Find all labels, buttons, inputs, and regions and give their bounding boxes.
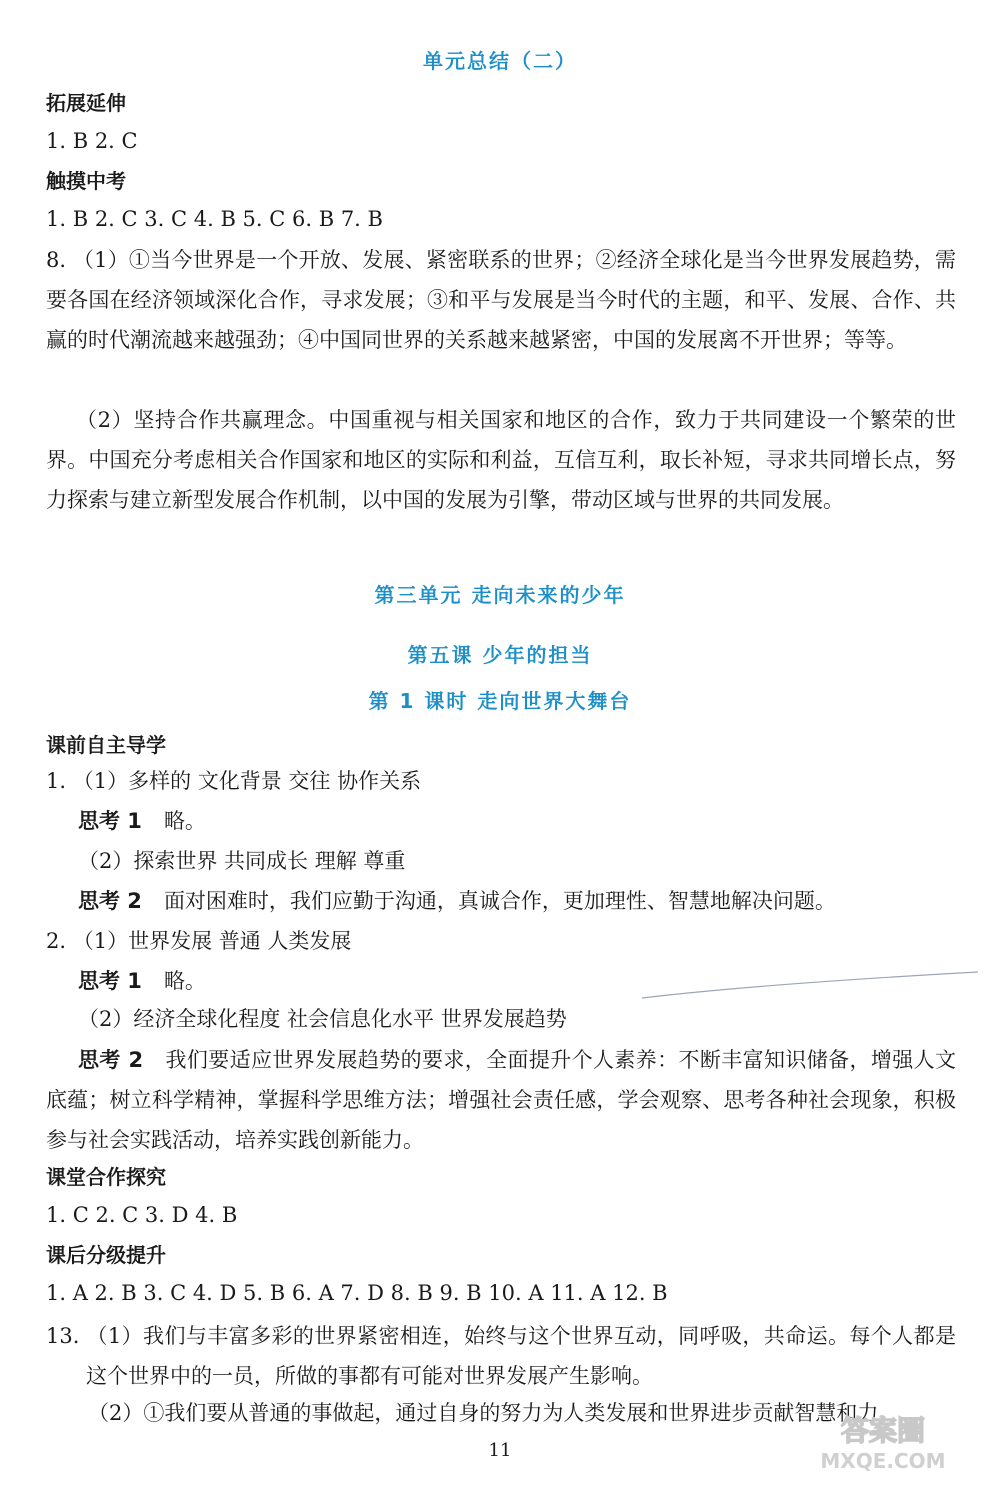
q13-part1: 13. （1）我们与丰富多彩的世界紧密相连，始终与这个世界互动，同呼吸，共命运。每个人都是这个世界中的一员，所做的事都有可能对世界发展产生影响。 <box>46 1324 956 1388</box>
think-text: 面对困难时，我们应勤于沟通，真诚合作，更加理性、智慧地解决问题。 <box>163 889 836 913</box>
think-label: 思考 1 <box>78 969 142 993</box>
extend-answers: 1. B 2. C <box>46 129 138 153</box>
class-answers: 1. C 2. C 3. D 4. B <box>46 1203 238 1227</box>
lesson-title: 第五课 少年的担当 <box>407 643 593 667</box>
extend-heading: 拓展延伸 <box>46 91 126 115</box>
exam-heading: 触摸中考 <box>46 169 126 193</box>
preview-q1-part2: （2）探索世界 共同成长 理解 尊重 <box>78 849 406 873</box>
q8-part2: （2）坚持合作共赢理念。中国重视与相关国家和地区的合作，致力于共同建设一个繁荣的世界。中国充分考虑相关合作国家和地区的实际和利益，互信互利，取长补短，寻求共同增长点，努力探索与建立新型发展合作机制，以中国的发展为引擎，带动区域与世界的共同发展。 <box>46 408 956 512</box>
preview-q2-part2: （2）经济全球化程度 社会信息化水平 世界发展趋势 <box>78 1007 567 1031</box>
site-watermark-logo <box>788 1406 978 1476</box>
preview-q2-think2 <box>46 1040 956 1160</box>
q13-part2: （2）①我们要从普通的事做起，通过自身的努力为人类发展和世界进步贡献智慧和力 <box>88 1401 879 1425</box>
preview-q2-part1: 2. （1）世界发展 普通 人类发展 <box>46 929 352 953</box>
think-text: 略。 <box>163 969 206 993</box>
pencil-scratch-mark <box>640 966 980 1006</box>
exam-answers: 1. B 2. C 3. C 4. B 5. C 6. B 7. B <box>46 207 383 231</box>
svg-text:答案圈: 答案圈 <box>840 1414 926 1447</box>
preview-q1-think2 <box>78 886 836 916</box>
think-text: 略。 <box>163 809 206 833</box>
preview-heading: 课前自主导学 <box>46 733 166 757</box>
unit3-title: 第三单元 走向未来的少年 <box>374 583 626 607</box>
svg-text:MXQE.COM: MXQE.COM <box>820 1449 946 1473</box>
preview-q1-part1: 1. （1）多样的 文化背景 交往 协作关系 <box>46 769 422 793</box>
period-title: 第 1 课时 走向世界大舞台 <box>368 689 632 713</box>
class-heading: 课堂合作探究 <box>46 1165 166 1189</box>
q8-part1: 8. （1）①当今世界是一个开放、发展、紧密联系的世界；②经济全球化是当今世界发展趋势，需要各国在经济领域深化合作，寻求发展；③和平与发展是当今时代的主题，和平、发展、合作、共赢的时代潮流越来越强劲；④中国同世界的关系越来越紧密，中国的发展离不开世界；等等。 <box>46 248 956 352</box>
think-label: 思考 1 <box>78 809 142 833</box>
think-label: 思考 2 <box>78 1048 144 1072</box>
unit2-summary-title: 单元总结（二） <box>423 49 577 73</box>
after-answers: 1. A 2. B 3. C 4. D 5. B 6. A 7. D 8. B 9. B 10. A 11. A 12. B <box>46 1281 668 1305</box>
preview-q1-think1 <box>78 806 206 836</box>
preview-q2-think1 <box>78 966 206 996</box>
think-label: 思考 2 <box>78 889 142 913</box>
after-heading: 课后分级提升 <box>46 1243 166 1267</box>
page-number: 11 <box>488 1440 512 1461</box>
think-text: 我们要适应世界发展趋势的要求，全面提升个人素养：不断丰富知识储备，增强人文底蕴；树立科学精神，掌握科学思维方法；增强社会责任感，学会观察、思考各种社会现象，积极参与社会实践活动，培养实践创新能力。 <box>46 1048 956 1152</box>
